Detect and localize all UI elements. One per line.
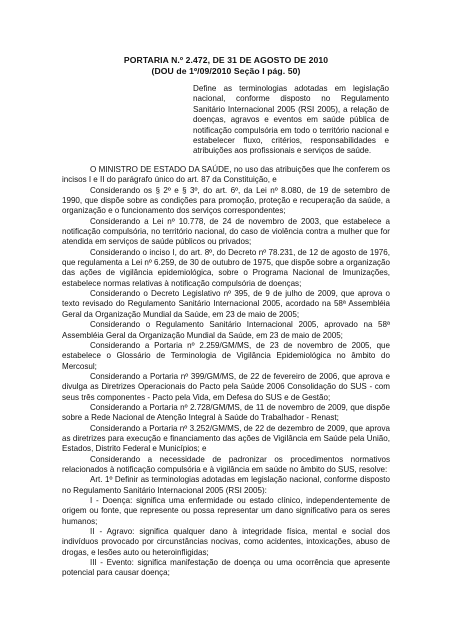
considering-paragraph: Considerando o Decreto Legislativo nº 395, de 9 de julho de 2009, que aprova o texto revisado do Regulamento Sanitário Internacional 2005, acordado na 58ª Assembléia Geral da Organização Mundial da Saúde, em 23 de maio de 2005; bbox=[62, 289, 390, 319]
preamble-paragraph: O MINISTRO DE ESTADO DA SAÚDE, no uso das atribuições que lhe conferem os incisos I e II do parágrafo único do art. 87 da Constituição, e bbox=[62, 165, 390, 185]
considering-paragraph: Considerando a Portaria nº 3.252/GM/MS, de 22 de dezembro de 2009, que aprova as diretrizes para execução e financiamento das ações de Vigilância em Saúde pela União, Estados, Distrito Federal e Municípios; e bbox=[62, 423, 390, 454]
considering-paragraph: Considerando a Portaria nº 2.259/GM/MS, de 23 de novembro de 2005, que estabelece o Glossário de Terminologia de Vigilância Epidemiológica no âmbito do Mercosul; bbox=[62, 340, 390, 371]
considering-paragraph: Considerando a Portaria nº 2.728/GM/MS, de 11 de novembro de 2009, que dispõe sobre a Rede Nacional de Atenção Integral à Saúde do Trabalhador - Renast; bbox=[62, 402, 390, 423]
considering-paragraph: Considerando a Portaria nº 399/GM/MS, de 22 de fevereiro de 2006, que aprova e divulga as Diretrizes Operacionais do Pacto pela Saúde 2006 Consolidação do SUS - com seus três componentes - Pacto pela Vida, em Defesa do SUS e de Gestão; bbox=[62, 371, 390, 402]
article-paragraph: Art. 1º Definir as terminologias adotadas em legislação nacional, conforme disposto no Regulamento Sanitário Internacional 2005 (RSI 2005): bbox=[62, 475, 390, 495]
considering-paragraph: Considerando o inciso I, do art. 8º, do Decreto nº 78.231, de 12 de agosto de 1976, que regulamenta a Lei nº 6.259, de 30 de outubro de 1975, que dispõe sobre a organização das ações de vigilância epidemiológica, sobre o Programa Nacional de Imunizações, estabelece normas relativas à notificação compulsória de doenças; bbox=[62, 247, 390, 288]
publication-reference: (DOU de 1º/09/2010 Seção I pág. 50) bbox=[151, 66, 301, 76]
definition-item: III - Evento: significa manifestação de doença ou uma ocorrência que apresente potencial para causar doença; bbox=[62, 558, 390, 578]
definition-item: II - Agravo: significa qualquer dano à integridade física, mental e social dos indivíduos provocado por circunstâncias nocivas, como acidentes, intoxicações, abuso de drogas, e lesões auto ou heteroinfligidas; bbox=[62, 527, 390, 557]
ementa-summary: Define as terminologias adotadas em legislação nacional, conforme disposto no Regulamento Sanitário Internacional 2005 (RSI 2005), a relação de doenças, agravos e eventos em saúde pública de notificação compulsória em todo o território nacional e estabelecer fluxo, critérios, responsabilidades e atribuições aos profissionais e serviços de saúde. bbox=[193, 84, 389, 156]
document-body bbox=[62, 165, 390, 579]
document-title: PORTARIA N.º 2.472, DE 31 DE AGOSTO DE 2010 bbox=[123, 55, 329, 65]
considering-paragraph: Considerando a necessidade de padronizar os procedimentos normativos relacionados à notificação compulsória e à vigilância em saúde no âmbito do SUS, resolve: bbox=[62, 454, 390, 474]
definition-item: I - Doença: significa uma enfermidade ou estado clínico, independentemente de origem ou fonte, que represente ou possa representar um dano significativo para os seres humanos; bbox=[62, 496, 390, 526]
considering-paragraph: Considerando os § 2º e § 3º, do art. 6º, da Lei nº 8.080, de 19 de setembro de 1990, que dispõe sobre as condições para promoção, proteção e recuperação da saúde, a organização e o funcionamento dos serviços correspondentes; bbox=[62, 185, 390, 216]
considering-paragraph: Considerando o Regulamento Sanitário Internacional 2005, aprovado na 58ª Assembléia Geral da Organização Mundial da Saúde, em 23 de maio de 2005; bbox=[62, 320, 390, 340]
considering-paragraph: Considerando a Lei nº 10.778, de 24 de novembro de 2003, que estabelece a notificação compulsória, no território nacional, do caso de violência contra a mulher que for atendida em serviços de saúde públicos ou privados; bbox=[62, 216, 390, 247]
